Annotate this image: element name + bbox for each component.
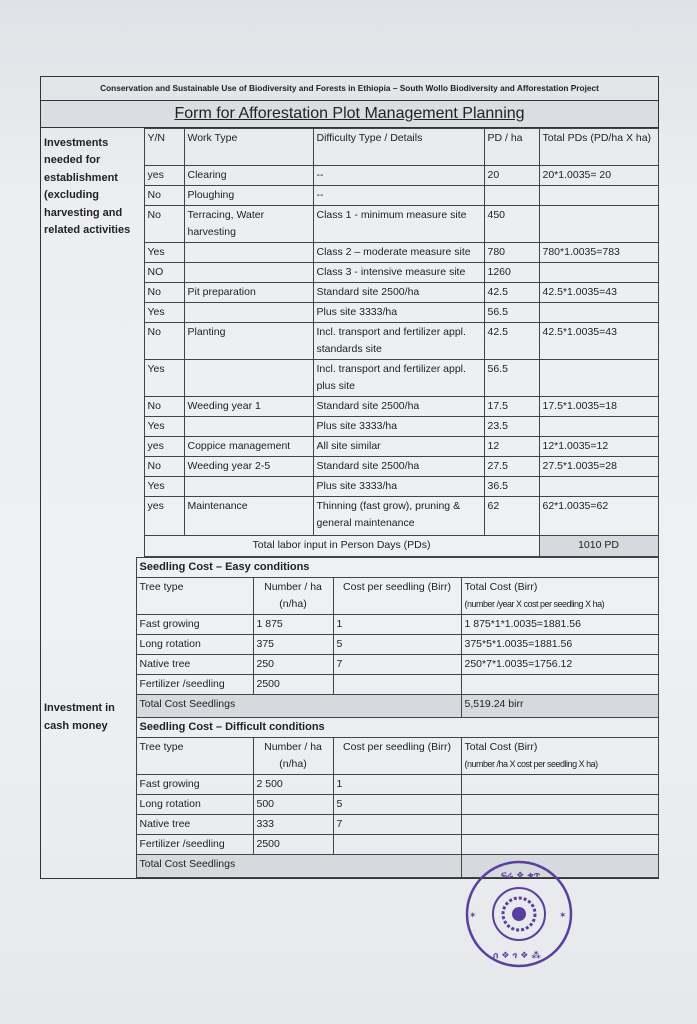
cell-work: Coppice management: [184, 437, 313, 457]
cell-number: 250: [253, 655, 333, 675]
cell-total: [539, 477, 658, 497]
cell-type: Long rotation: [136, 795, 253, 815]
cell-total: 780*1.0035=783: [539, 243, 658, 263]
cell-detail: --: [313, 186, 484, 206]
cell-type: Fast growing: [136, 775, 253, 795]
cell-cost: 7: [333, 655, 461, 675]
establishment-table: [41, 128, 659, 557]
cell-total: 12*1.0035=12: [539, 437, 658, 457]
total-cost-seedlings-label: Total Cost Seedlings: [136, 855, 461, 878]
cell-work: Weeding year 2-5: [184, 457, 313, 477]
total-labor-label: Total labor input in Person Days (PDs): [144, 536, 539, 557]
planning-form: [40, 76, 659, 879]
cell-yn: yes: [144, 437, 184, 457]
table-header-row: [41, 129, 658, 166]
cell-pd: 42.5: [484, 323, 539, 360]
svg-text:ሰ ❖ ጎ ❖ ⁂: ሰ ❖ ጎ ❖ ⁂: [493, 951, 541, 961]
cell-total: [539, 206, 658, 243]
column-header-total-pds: Total PDs (PD/ha X ha): [539, 129, 658, 166]
cell-detail: Standard site 2500/ha: [313, 457, 484, 477]
cell-cost: [333, 835, 461, 855]
cell-pd: 42.5: [484, 283, 539, 303]
cell-detail: Plus site 3333/ha: [313, 303, 484, 323]
cell-work: Terracing, Water harvesting: [184, 206, 313, 243]
cell-yn: Yes: [144, 417, 184, 437]
cell-work: Pit preparation: [184, 283, 313, 303]
cell-yn: No: [144, 397, 184, 417]
cell-number: 2500: [253, 835, 333, 855]
total-cost-seedlings-label: Total Cost Seedlings: [136, 695, 461, 718]
cell-yn: yes: [144, 497, 184, 536]
total-cost-seedlings-value: 5,519.24 birr: [461, 695, 658, 718]
cell-total: 375*5*1.0035=1881.56: [461, 635, 658, 655]
cell-pd: 27.5: [484, 457, 539, 477]
cell-work: [184, 263, 313, 283]
cell-pd: 36.5: [484, 477, 539, 497]
official-stamp: [463, 858, 575, 970]
cell-detail: Incl. transport and fertilizer appl. standards site: [313, 323, 484, 360]
cell-yn: No: [144, 283, 184, 303]
cell-cost: 5: [333, 795, 461, 815]
cell-pd: 450: [484, 206, 539, 243]
cell-cost: 7: [333, 815, 461, 835]
column-header-total: [461, 578, 658, 615]
cell-type: Fertilizer /seedling: [136, 835, 253, 855]
cell-number: 2 500: [253, 775, 333, 795]
cell-cost: 1: [333, 775, 461, 795]
cell-cost: 5: [333, 635, 461, 655]
project-header: Conservation and Sustainable Use of Biodiversity and Forests in Ethiopia – South Wollo Biodiversity and Afforestation Project: [41, 77, 658, 101]
cell-work: [184, 477, 313, 497]
cell-type: Native tree: [136, 815, 253, 835]
cell-yn: Yes: [144, 303, 184, 323]
column-header-pd-per-ha: PD / ha: [484, 129, 539, 166]
cell-yn: Yes: [144, 360, 184, 397]
cell-total: [461, 675, 658, 695]
column-header-number: Number / ha (n/ha): [253, 578, 333, 615]
cell-yn: Yes: [144, 243, 184, 263]
cell-detail: Incl. transport and fertilizer appl. plus site: [313, 360, 484, 397]
cell-number: 500: [253, 795, 333, 815]
cell-yn: No: [144, 457, 184, 477]
cell-detail: All site similar: [313, 437, 484, 457]
column-header-number: Number / ha (n/ha): [253, 738, 333, 775]
cell-detail: Class 2 – moderate measure site: [313, 243, 484, 263]
column-header-tree-type: Tree type: [136, 738, 253, 775]
cell-work: Weeding year 1: [184, 397, 313, 417]
cell-detail: Class 3 - intensive measure site: [313, 263, 484, 283]
column-header-work-type: Work Type: [184, 129, 313, 166]
cell-yn: Yes: [144, 477, 184, 497]
cell-work: Clearing: [184, 166, 313, 186]
cell-cost: [333, 675, 461, 695]
total-cost-formula: (number /year X cost per seedling X ha): [464, 599, 605, 609]
cell-total: 27.5*1.0035=28: [539, 457, 658, 477]
cell-number: 375: [253, 635, 333, 655]
cell-work: Ploughing: [184, 186, 313, 206]
cell-pd: [484, 186, 539, 206]
cell-yn: No: [144, 206, 184, 243]
section-title-row: [41, 558, 658, 578]
cell-total: [539, 263, 658, 283]
cell-pd: 56.5: [484, 303, 539, 323]
svg-text:✶: ✶: [469, 911, 477, 921]
cell-number: 333: [253, 815, 333, 835]
cell-total: [539, 303, 658, 323]
cell-total: [539, 417, 658, 437]
cell-work: [184, 417, 313, 437]
cell-yn: yes: [144, 166, 184, 186]
column-header-yn: Y/N: [144, 129, 184, 166]
cell-total: [539, 186, 658, 206]
column-header-total: [461, 738, 658, 775]
cell-detail: Standard site 2500/ha: [313, 283, 484, 303]
cell-cost: 1: [333, 615, 461, 635]
total-cost-label: Total Cost (Birr): [464, 741, 538, 753]
cell-detail: --: [313, 166, 484, 186]
cell-pd: 12: [484, 437, 539, 457]
cell-work: [184, 303, 313, 323]
cell-detail: Plus site 3333/ha: [313, 477, 484, 497]
cell-yn: No: [144, 323, 184, 360]
cell-detail: Thinning (fast grow), pruning & general maintenance: [313, 497, 484, 536]
cell-total: [461, 815, 658, 835]
cell-yn: No: [144, 186, 184, 206]
column-header-cost: Cost per seedling (Birr): [333, 738, 461, 775]
svg-text:ፍሬ ❖ ቁጥ: ፍሬ ❖ ቁጥ: [501, 871, 541, 881]
cell-type: Fertilizer /seedling: [136, 675, 253, 695]
column-header-cost: Cost per seedling (Birr): [333, 578, 461, 615]
cell-pd: 17.5: [484, 397, 539, 417]
cell-detail: Class 1 - minimum measure site: [313, 206, 484, 243]
cell-total: [461, 775, 658, 795]
cell-pd: 20: [484, 166, 539, 186]
section-label-establishment: Investments needed for establishment (excluding harvesting and related activities: [41, 129, 144, 557]
cell-total: 42.5*1.0035=43: [539, 323, 658, 360]
cell-yn: NO: [144, 263, 184, 283]
form-title: Form for Afforestation Plot Management Planning: [41, 101, 658, 128]
cell-total: [539, 360, 658, 397]
cell-total: [461, 795, 658, 815]
total-cost-formula: (number /ha X cost per seedling X ha): [464, 759, 598, 769]
cell-work: Maintenance: [184, 497, 313, 536]
cell-pd: 1260: [484, 263, 539, 283]
cell-total: 17.5*1.0035=18: [539, 397, 658, 417]
cell-pd: 56.5: [484, 360, 539, 397]
cash-table: [41, 557, 659, 878]
section-label-cash: Investment in cash money: [41, 558, 136, 878]
seedling-section-title: Seedling Cost – Difficult conditions: [136, 718, 658, 738]
cell-detail: Plus site 3333/ha: [313, 417, 484, 437]
svg-text:✶: ✶: [559, 911, 567, 921]
total-cost-label: Total Cost (Birr): [464, 581, 538, 593]
cell-total: 62*1.0035=62: [539, 497, 658, 536]
column-header-difficulty: Difficulty Type / Details: [313, 129, 484, 166]
cell-number: 2500: [253, 675, 333, 695]
cell-total: 42.5*1.0035=43: [539, 283, 658, 303]
cell-pd: 23.5: [484, 417, 539, 437]
seedling-section-title: Seedling Cost – Easy conditions: [136, 558, 658, 578]
cell-pd: 62: [484, 497, 539, 536]
column-header-tree-type: Tree type: [136, 578, 253, 615]
cell-pd: 780: [484, 243, 539, 263]
total-labor-value: 1010 PD: [539, 536, 658, 557]
cell-type: Long rotation: [136, 635, 253, 655]
cell-work: [184, 360, 313, 397]
cell-total: [461, 835, 658, 855]
cell-type: Native tree: [136, 655, 253, 675]
cell-detail: Standard site 2500/ha: [313, 397, 484, 417]
cell-number: 1 875: [253, 615, 333, 635]
cell-total: 250*7*1.0035=1756.12: [461, 655, 658, 675]
cell-type: Fast growing: [136, 615, 253, 635]
cell-total: 20*1.0035= 20: [539, 166, 658, 186]
cell-work: Planting: [184, 323, 313, 360]
cell-total: 1 875*1*1.0035=1881.56: [461, 615, 658, 635]
cell-work: [184, 243, 313, 263]
